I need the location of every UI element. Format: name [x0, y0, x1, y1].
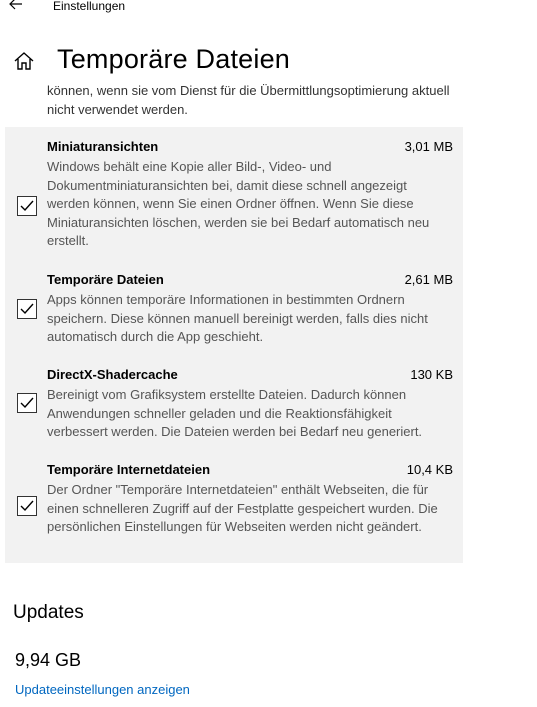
home-button[interactable]: [13, 50, 37, 74]
item-size: 3,01 MB: [404, 139, 453, 154]
checkbox-temporaere-internetdateien[interactable]: [17, 496, 37, 516]
back-arrow-icon: [9, 0, 23, 10]
checkbox-miniaturansichten[interactable]: [17, 196, 37, 216]
updates-size: 9,94 GB: [15, 650, 82, 670]
item-description: Der Ordner "Temporäre Internetdateien" enthält Webseiten, die für einen schnelleren Zugriff auf der Festplatte gespeichert wurden. Die persönlichen Einstellungen für Webseiten werden nicht geändert.: [47, 482, 438, 535]
checkmark-icon: [20, 397, 34, 409]
home-icon: [13, 50, 35, 72]
item-size: 10,4 KB: [406, 462, 453, 477]
item-name: Temporäre Dateien: [47, 272, 164, 287]
intro-text: können, wenn sie vom Dienst für die Übermittlungsoptimierung aktuell nicht verwendet werden.: [47, 83, 450, 117]
item-size: 2,61 MB: [404, 272, 453, 287]
page-title: Temporäre Dateien: [57, 44, 291, 74]
item-size: 130 KB: [410, 367, 453, 382]
checkbox-directx-shadercache[interactable]: [17, 393, 37, 413]
updates-heading: Updates: [13, 602, 84, 623]
cleanup-items-panel: [5, 127, 463, 563]
item-name: DirectX-Shadercache: [47, 367, 178, 382]
checkmark-icon: [20, 303, 34, 315]
item-name: Temporäre Internetdateien: [47, 462, 211, 477]
checkbox-temporaere-dateien[interactable]: [17, 299, 37, 319]
item-description: Windows behält eine Kopie aller Bild-, Video- und Dokumentminiaturansichten bei, damit diese schnell angezeigt werden können, wenn Sie einen Ordner öffnen. Wenn Sie diese Miniaturansichten löschen, werden sie bei Bedarf automatisch neu erstellt.: [47, 159, 430, 249]
window-title: Einstellungen: [53, 0, 126, 13]
item-description: Bereinigt vom Grafiksystem erstellte Dateien. Dadurch können Anwendungen schneller geladen und die Reaktionsfähigkeit verbessert werden. Die Dateien werden bei Bedarf neu generiert.: [47, 387, 423, 440]
title-bar: [0, 0, 537, 18]
checkmark-icon: [20, 500, 34, 512]
back-button[interactable]: [6, 0, 26, 13]
item-description: Apps können temporäre Informationen in bestimmten Ordnern speichern. Diese können manuell bereinigt werden, falls dies nicht automatisch durch die App geschieht.: [47, 292, 428, 345]
checkmark-icon: [20, 200, 34, 212]
item-name: Miniaturansichten: [47, 139, 159, 154]
update-settings-link[interactable]: Updateeinstellungen anzeigen: [15, 682, 190, 697]
